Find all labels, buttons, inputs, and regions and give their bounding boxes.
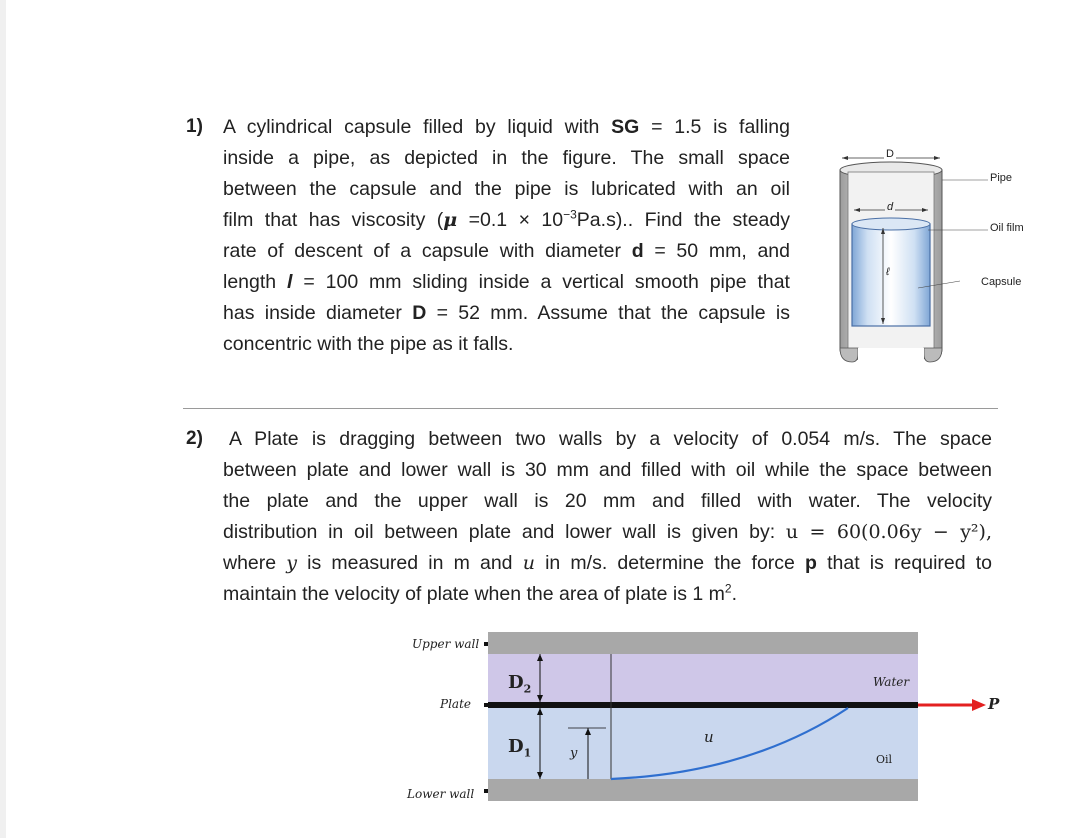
problem-1-line-8: concentric with the pipe as it falls. [223, 333, 514, 355]
y-label: y [570, 746, 578, 761]
capsule-label: Capsule [981, 276, 1022, 288]
problem-2-line-4: distribution in oil between plate and lower wall is given by: u = 60(0.06y − y²), [223, 521, 992, 543]
plate-walls-figure [400, 628, 1010, 808]
lower-wall-label: Lower wall [407, 787, 475, 801]
upper-wall-shape [488, 632, 918, 654]
problem-2-line-3: the plate and the upper wall is 20 mm and filled with water. The velocity [223, 490, 992, 512]
water-label: Water [873, 675, 910, 689]
problem-1-line-5: rate of descent of a capsule with diameter d = 50 mm, and [223, 240, 790, 262]
problem-1-text [223, 112, 790, 360]
u-label: u [704, 728, 714, 746]
D1-label: $D_1$ [508, 736, 532, 760]
problem-1-number: 1) [186, 116, 203, 137]
problem-2-line-6: maintain the velocity of plate when the area of plate is 1 $m^2$. [223, 581, 737, 605]
problem-1-line-1: A cylindrical capsule filled by liquid with SG = 1.5 is falling [223, 116, 790, 138]
capsule-pipe-drawing [838, 148, 1048, 363]
force-P-label: P [988, 695, 1000, 713]
plate-shape [488, 702, 918, 708]
problem-2-line-5: where y is measured in m and u in m/s. determine the force p that is required to [223, 552, 992, 574]
dim-D-label: D [886, 148, 894, 160]
oil-film-label: Oil film [990, 222, 1024, 234]
oil-label: Oil [876, 753, 893, 766]
lower-wall-shape [488, 779, 918, 801]
problem-2-line-1: A Plate is dragging between two walls by a velocity of 0.054 m/s. The space [229, 428, 992, 450]
plate-walls-drawing [400, 628, 1010, 808]
problem-1-line-7: has inside diameter D = 52 mm. Assume that the capsule is [223, 302, 790, 324]
problem-1-line-2: inside a pipe, as depicted in the figure. The small space [223, 147, 790, 169]
upper-wall-label: Upper wall [412, 637, 480, 651]
dim-l-label: ℓ [886, 266, 890, 278]
capsule-pipe-figure [838, 148, 1048, 363]
problem-2-number: 2) [186, 428, 203, 449]
plate-label: Plate [440, 697, 471, 711]
problem-2-text [223, 424, 992, 610]
page-edge [0, 0, 6, 838]
problem-1-line-3: between the capsule and the pipe is lubricated with an oil [223, 178, 790, 200]
section-divider [183, 408, 998, 409]
D2-label: $D_2$ [508, 672, 532, 696]
problem-1-line-4: film that has viscosity $(\mu =0.1 \times 10^{-3}Pa.s)$.. Find the steady [223, 207, 790, 231]
problem-2-line-2: between plate and lower wall is 30 mm and filled with oil while the space between [223, 459, 992, 481]
pipe-label: Pipe [990, 172, 1013, 184]
dim-d-label: d [887, 201, 894, 213]
problem-1-line-6: length l = 100 mm sliding inside a vertical smooth pipe that [223, 271, 790, 293]
water-region [488, 654, 918, 704]
